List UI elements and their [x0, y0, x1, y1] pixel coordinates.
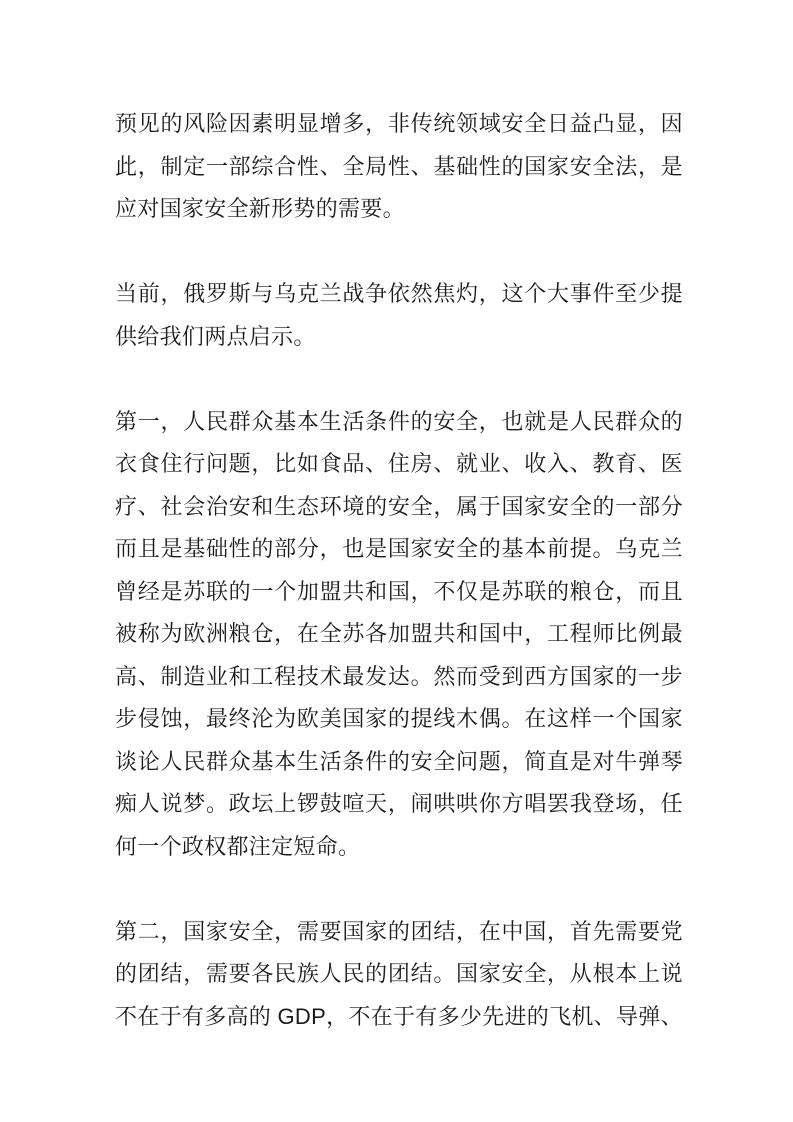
- paragraph-current-situation: 当前，俄罗斯与乌克兰战争依然焦灼，这个大事件至少提供给我们两点启示。: [115, 281, 683, 349]
- article-body: [115, 103, 683, 1038]
- paragraph-point-one: 第一，人民群众基本生活条件的安全，也就是人民群众的衣食住行问题，比如食品、住房、就业、收入、教育、医疗、社会治安和生态环境的安全，属于国家安全的一部分而且是基础性的部分，也是国家安全的基本前提。乌克兰曾经是苏联的一个加盟共和国，不仅是苏联的粮仓，而且被称为欧洲粮仓，在全苏各加盟共和国中，工程师比例最高、制造业和工程技术最发达。然而受到西方国家的一步步侵蚀，最终沦为欧美国家的提线木偶。在这样一个国家谈论人民群众基本生活条件的安全问题，简直是对牛弹琴痴人说梦。政坛上锣鼓喧天，闹哄哄你方唱罢我登场，任何一个政权都注定短命。: [115, 408, 683, 859]
- paragraph-point-two: 第二，国家安全，需要国家的团结，在中国，首先需要党的团结，需要各民族人民的团结。国家安全，从根本上说不在于有多高的 GDP，不在于有多少先进的飞机、导弹、: [115, 918, 683, 1029]
- paragraph-intro: 预见的风险因素明显增多，非传统领域安全日益凸显，因此，制定一部综合性、全局性、基础性的国家安全法，是应对国家安全新形势的需要。: [115, 111, 683, 221]
